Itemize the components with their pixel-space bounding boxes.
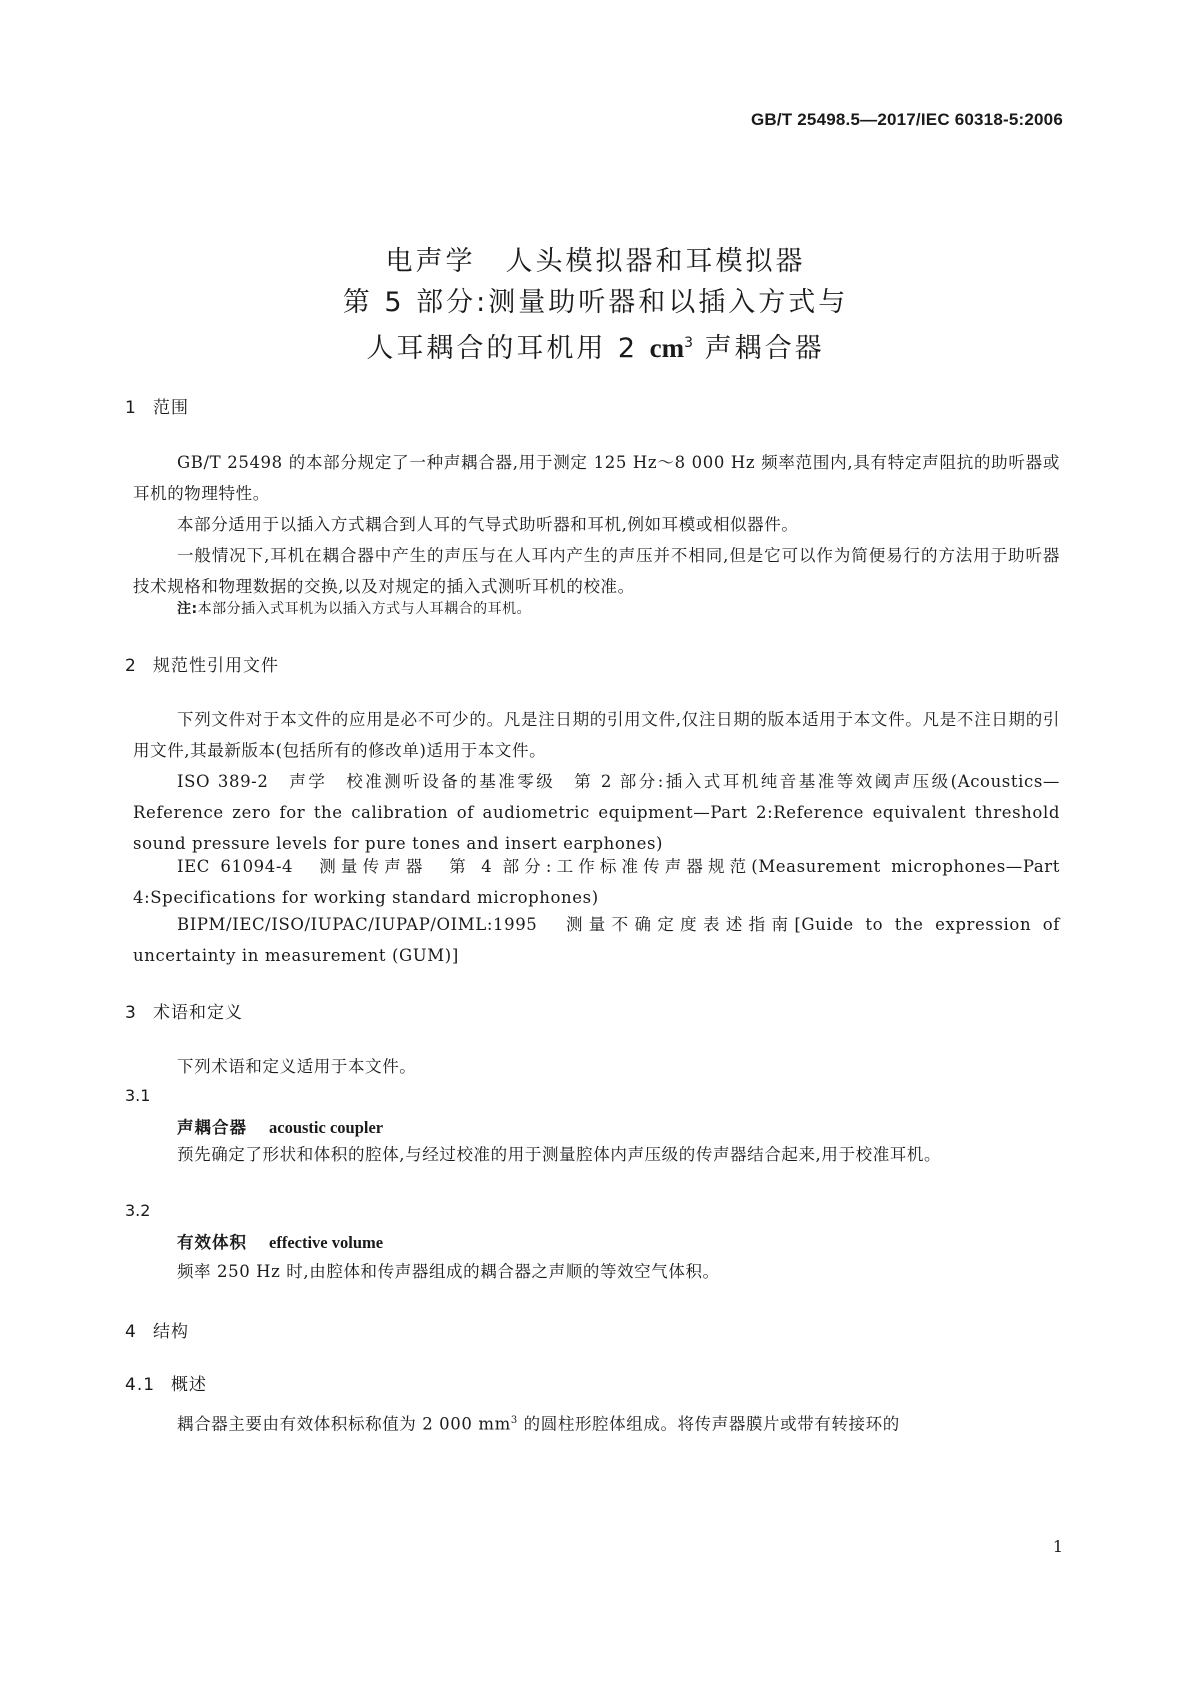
section-title: 规范性引用文件 (153, 656, 279, 676)
scope-paragraph-3: 一般情况下,耳机在耦合器中产生的声压与在人耳内产生的声压并不相同,但是它可以作为简便易行的方法用于助听器技术规格和物理数据的交换,以及对规定的插入式测听耳机的校准。 (133, 546, 1060, 596)
section-heading-3 (125, 998, 243, 1023)
structure-paragraph-1 (133, 1405, 1060, 1440)
structure-text-pre: 耦合器主要由有效体积标称值为 2 000 mm (177, 1414, 511, 1434)
title-line-3 (0, 323, 1191, 369)
terms-intro: 下列术语和定义适用于本文件。 (177, 1057, 417, 1076)
term-zh: 有效体积 (177, 1233, 247, 1252)
section-title: 结构 (153, 1322, 189, 1342)
term-zh: 声耦合器 (177, 1118, 247, 1137)
section-number: 2 (125, 656, 137, 676)
section-number: 3 (125, 1003, 137, 1023)
term-3-2 (177, 1229, 383, 1253)
structure-unit-sup: 3 (510, 1415, 518, 1426)
section-heading-2 (125, 651, 279, 676)
note-label: 注: (177, 601, 198, 617)
title-unit-sup: 3 (684, 335, 694, 351)
section-title: 范围 (153, 398, 189, 418)
term-definition-3-1: 预先确定了形状和体积的腔体,与经过校准的用于测量腔体内声压级的传声器结合起来,用于校准耳机。 (177, 1145, 942, 1164)
section-heading-4-1 (125, 1370, 207, 1395)
section-title: 术语和定义 (153, 1003, 243, 1023)
section-heading-4 (125, 1317, 189, 1342)
reference-iec-61094-4: IEC 61094-4 测量传声器 第 4 部分:工作标准传声器规范(Measurement microphones—Part 4:Specifications for working standard microphones) (133, 857, 1060, 907)
title-unit: cm (649, 333, 685, 363)
section-number: 1 (125, 398, 137, 418)
note-text: 本部分插入式耳机为以插入方式与人耳耦合的耳机。 (197, 601, 532, 617)
section-number: 4 (125, 1322, 137, 1342)
refs-intro: 下列文件对于本文件的应用是必不可少的。凡是注日期的引用文件,仅注日期的版本适用于本文件。凡是不注日期的引用文件,其最新版本(包括所有的修改单)适用于本文件。 (133, 710, 1060, 760)
term-3-1 (177, 1114, 383, 1138)
standard-code: GB/T 25498.5—2017/IEC 60318-5:2006 (750, 110, 1063, 129)
title-line-3-post: 声耦合器 (693, 333, 825, 364)
reference-gum: BIPM/IEC/ISO/IUPAC/IUPAP/OIML:1995 测量不确定度表述指南[Guide to the expression of uncertainty in measurement (GUM)] (133, 915, 1060, 965)
section-title: 概述 (171, 1375, 207, 1395)
document-title (0, 241, 1191, 369)
page-number: 1 (1052, 1537, 1063, 1556)
term-en: effective volume (269, 1233, 384, 1252)
structure-text-post: 的圆柱形腔体组成。将传声器膜片或带有转接环的 (517, 1414, 900, 1434)
section-number: 4.1 (125, 1375, 156, 1395)
title-line-2: 第 5 部分:测量助听器和以插入方式与 (342, 287, 849, 318)
section-heading-1 (125, 393, 189, 418)
term-number-3-1: 3.1 (125, 1086, 151, 1105)
scope-paragraph-1: GB/T 25498 的本部分规定了一种声耦合器,用于测定 125 Hz～8 000 Hz 频率范围内,具有特定声阻抗的助听器或耳机的物理特性。 (133, 453, 1060, 503)
term-number-3-2: 3.2 (125, 1201, 151, 1220)
scope-note (177, 598, 531, 618)
term-en: acoustic coupler (269, 1118, 384, 1137)
title-line-3-pre: 人耳耦合的耳机用 2 (366, 333, 650, 364)
title-line-1: 电声学 人头模拟器和耳模拟器 (385, 246, 806, 277)
scope-paragraph-2: 本部分适用于以插入方式耦合到人耳的气导式助听器和耳机,例如耳模或相似器件。 (177, 515, 799, 534)
term-definition-3-2: 频率 250 Hz 时,由腔体和传声器组成的耦合器之声顺的等效空气体积。 (177, 1262, 720, 1281)
reference-iso-389-2: ISO 389-2 声学 校准测听设备的基准零级 第 2 部分:插入式耳机纯音基准等效阈声压级(Acoustics—Reference zero for the calibration of audiometric equipment—Part 2:Reference equivalent threshold sound pressure levels for pure tones and insert earphones) (133, 772, 1060, 853)
